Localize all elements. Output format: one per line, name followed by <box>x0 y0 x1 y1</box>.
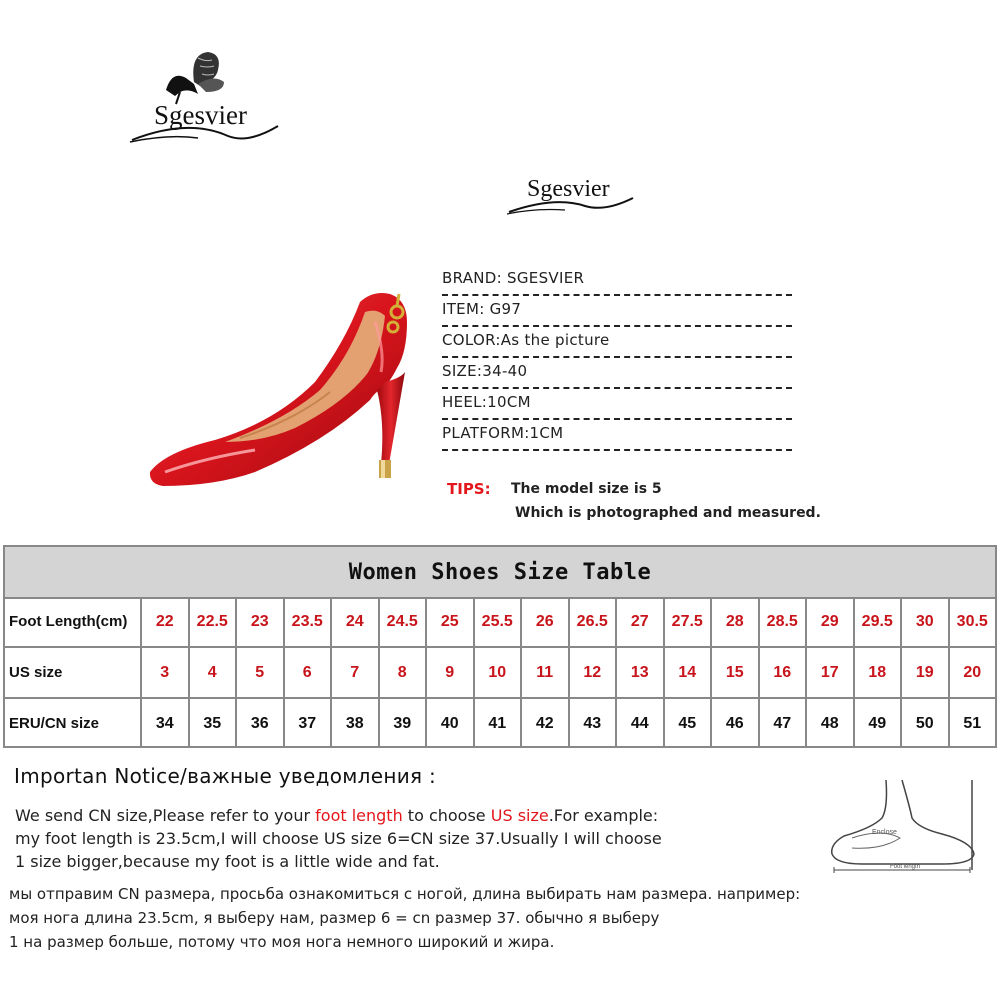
brand-logo-secondary <box>505 170 645 220</box>
table-cell: 14 <box>665 648 713 697</box>
size-table-title: Women Shoes Size Table <box>348 560 652 585</box>
table-cell: 23 <box>237 597 285 646</box>
table-cell: 4 <box>190 648 238 697</box>
tips-label: TIPS: <box>447 480 491 498</box>
table-cell: 50 <box>902 699 950 748</box>
table-cell: 35 <box>190 699 238 748</box>
table-cell: 34 <box>142 699 190 748</box>
table-cell: 12 <box>570 648 618 697</box>
table-cell: 24.5 <box>380 597 428 646</box>
notice-en-line-1 <box>15 806 658 825</box>
table-cell: 27.5 <box>665 597 713 646</box>
table-cell: 42 <box>522 699 570 748</box>
foot-icon <box>822 778 992 876</box>
tips-line-1: The model size is 5 <box>511 481 662 497</box>
table-cell: 5 <box>237 648 285 697</box>
table-cell: 26.5 <box>570 597 618 646</box>
table-cell: 38 <box>332 699 380 748</box>
table-cell: 36 <box>237 699 285 748</box>
table-cell: 28.5 <box>760 597 808 646</box>
spec-heel: HEEL:10CM <box>442 389 792 420</box>
row-label: US size <box>5 648 142 697</box>
table-cell: 46 <box>712 699 760 748</box>
table-cell: 43 <box>570 699 618 748</box>
table-cell: 26 <box>522 597 570 646</box>
table-cell: 15 <box>712 648 760 697</box>
table-cell: 24 <box>332 597 380 646</box>
notice-text: We send CN size,Please refer to your <box>15 806 316 825</box>
table-cell: 51 <box>963 714 982 732</box>
table-cell: 48 <box>807 699 855 748</box>
notice-text: to choose <box>402 806 491 825</box>
spec-platform: PLATFORM:1CM <box>442 420 792 451</box>
tips-line-2: Which is photographed and measured. <box>515 505 821 521</box>
table-row-us-size <box>5 648 995 699</box>
table-cell: 23.5 <box>285 597 333 646</box>
table-cell: 29.5 <box>855 597 903 646</box>
brand-logo-text: Sgesvier <box>154 100 247 130</box>
table-cell: 27 <box>617 597 665 646</box>
table-cell: 16 <box>760 648 808 697</box>
spec-color: COLOR:As the picture <box>442 327 792 358</box>
size-table-title-bar <box>5 547 995 599</box>
table-cell: 25 <box>427 597 475 646</box>
spec-size: SIZE:34-40 <box>442 358 792 389</box>
table-cell: 44 <box>617 699 665 748</box>
brand-logo-primary <box>128 48 288 158</box>
table-cell: 47 <box>760 699 808 748</box>
red-pump-shoe-image <box>145 282 435 492</box>
notice-title: Importan Notice/важные уведомления : <box>14 764 437 788</box>
foot-length-highlight: foot length <box>315 806 403 825</box>
spec-brand: BRAND: SGESVIER <box>442 265 792 296</box>
table-cell: 22 <box>142 597 190 646</box>
table-cell: 22.5 <box>190 597 238 646</box>
table-cell: 49 <box>855 699 903 748</box>
table-row-foot-length <box>5 597 995 648</box>
table-cell: 39 <box>380 699 428 748</box>
notice-en-line-2: my foot length is 23.5cm,I will choose US size 6=CN size 37.Usually I will choose <box>15 829 662 848</box>
table-cell: 40 <box>427 699 475 748</box>
table-cell: 6 <box>285 648 333 697</box>
table-cell: 19 <box>902 648 950 697</box>
table-row-eu-cn-size <box>5 699 995 748</box>
table-cell: 17 <box>807 648 855 697</box>
table-cell: 9 <box>427 648 475 697</box>
foot-measure-diagram <box>822 778 992 876</box>
brand-logo-text-secondary: Sgesvier <box>527 176 610 202</box>
table-cell: 41 <box>475 699 523 748</box>
row-label: Foot Length(cm) <box>5 597 142 646</box>
table-cell: 18 <box>855 648 903 697</box>
table-cell: 20 <box>963 663 982 681</box>
spec-item: ITEM: G97 <box>442 296 792 327</box>
table-cell: 29 <box>807 597 855 646</box>
table-cell: 28 <box>712 597 760 646</box>
us-size-highlight: US size <box>490 806 549 825</box>
table-cell: 37 <box>285 699 333 748</box>
table-cell: 7 <box>332 648 380 697</box>
table-cell: 25.5 <box>475 597 523 646</box>
table-cell: 30.5 <box>956 612 988 630</box>
row-label: ERU/CN size <box>5 699 142 748</box>
notice-text: .For example: <box>548 806 659 825</box>
table-cell: 30 <box>902 597 950 646</box>
notice-ru-line-2: моя нога длина 23.5cm, я выберу нам, размер 6 = cn размер 37. обычно я выберу <box>9 909 660 927</box>
foot-length-label: Foot length <box>890 864 921 870</box>
table-cell: 8 <box>380 648 428 697</box>
size-table <box>3 545 997 748</box>
table-cell: 13 <box>617 648 665 697</box>
table-cell: 11 <box>522 648 570 697</box>
notice-ru-line-1: мы отправим CN размера, просьба ознакомиться с ногой, длина выбирать нам размера. например: <box>9 885 801 903</box>
table-cell: 10 <box>475 648 523 697</box>
notice-ru-line-3: 1 на размер больше, потому что моя нога немного широкий и жира. <box>9 933 555 951</box>
notice-en-line-3: 1 size bigger,because my foot is a little wide and fat. <box>15 852 440 871</box>
enclose-label: Enclose <box>872 829 897 836</box>
table-cell: 3 <box>142 648 190 697</box>
table-cell: 45 <box>665 699 713 748</box>
